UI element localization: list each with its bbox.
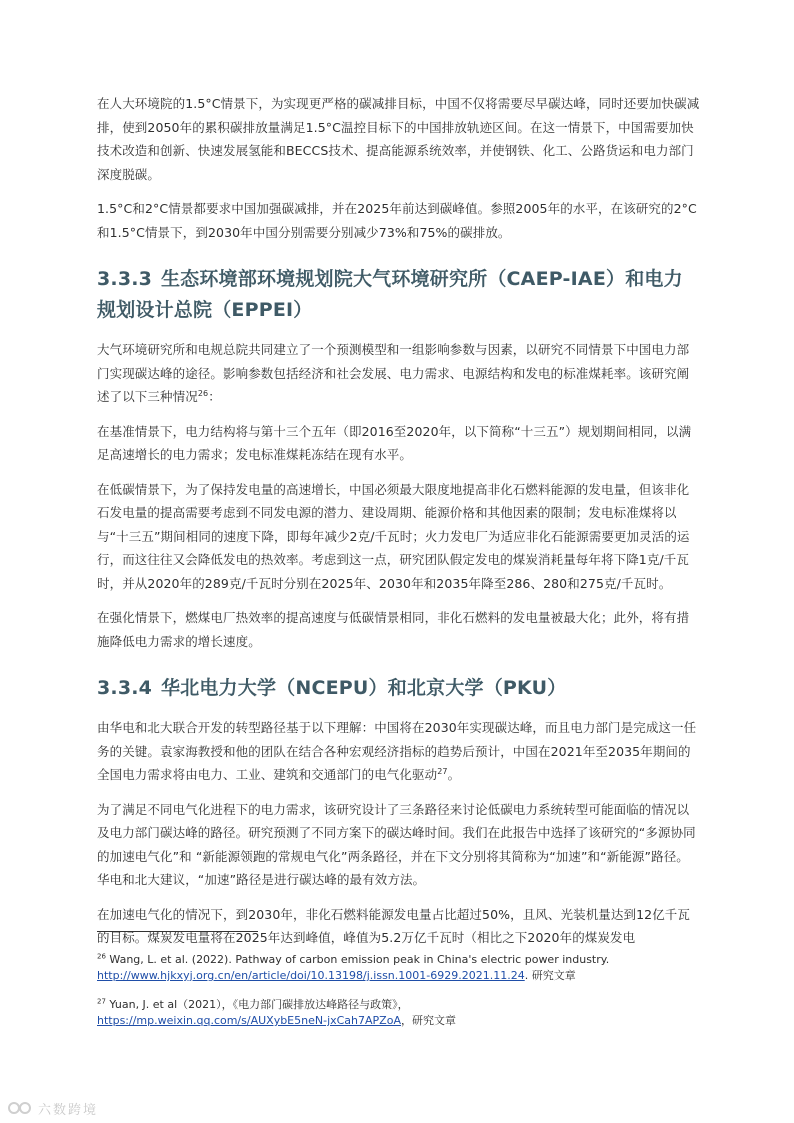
paragraph-7-text: 由华电和北大联合开发的转型路径基于以下理解：中国将在2030年实现碳达峰，而且电力部门是完成这一任务的关键。袁家海教授和他的团队在结合各种宏观经济指标的趋势后预计，中国在2021年至2035年期间的全国电力需求将由电力、工业、建筑和交通部门的电气化驱动 bbox=[97, 720, 697, 782]
paragraph-4: 在基准情景下，电力结构将与第十三个五年（即2016至2020年，以下简称“十三五”）规划期间相同，以满足高速增长的电力需求；发电标准煤耗冻结在现有水平。 bbox=[97, 423, 692, 462]
footnote-link[interactable]: https://mp.weixin.qq.com/s/AUXybE5neN-jxCah7APZoA bbox=[97, 1014, 401, 1027]
paragraph-7-end: 。 bbox=[447, 767, 461, 782]
section-heading-3-3-3 bbox=[97, 264, 701, 326]
footnote-26 bbox=[97, 952, 701, 984]
footnote-text: Yuan, J. et al（2021），《电力部门碳排放达峰路径与政策》， bbox=[109, 998, 409, 1011]
paragraph-1: 在人大环境院的1.5°C情景下，为实现更严格的碳减排目标，中国不仅将需要尽早碳达峰，同时还要加快碳减排，使到2050年的累积碳排放量满足1.5°C温控目标下的中国排放轨迹区间。在这一情景下，中国需要加快技术改造和创新、快速发展氢能和BECCS技术、提高能源系统效率，并使钢铁、化工、公路货运和电力部门深度脱碳。 bbox=[97, 96, 700, 182]
footnote-link[interactable]: http://www.hjkxyj.org.cn/en/article/doi/10.13198/j.issn.1001-6929.2021.11.24 bbox=[97, 969, 525, 982]
paragraph-8: 为了满足不同电气化进程下的电力需求，该研究设计了三条路径来讨论低碳电力系统转型可能面临的情况以及电力部门碳达峰的路径。研究预测了不同方案下的碳达峰时间。我们在此报告中选择了该研究的“多源协同的加速电气化”和 “新能源领跑的常规电气化”两条路径，并在下文分别将其简称为“加速”和“新能源”路径。华电和北大建议，“加速”路径是进行碳达峰的最有效方法。 bbox=[97, 801, 696, 887]
section-number: 3.3.3 bbox=[97, 268, 153, 290]
footnote-ref-26[interactable]: 26 bbox=[197, 388, 209, 398]
page-content bbox=[97, 92, 701, 961]
section-heading-3-3-4 bbox=[97, 673, 701, 704]
footnotes bbox=[97, 952, 701, 1042]
paragraph-7 bbox=[97, 716, 701, 787]
footnote-number: 27 bbox=[97, 997, 106, 1006]
footnote-suffix: ，研究文章 bbox=[400, 1014, 456, 1027]
paragraph-3-end: ： bbox=[208, 389, 221, 404]
watermark-text: 六数跨境 bbox=[38, 1102, 99, 1118]
paragraph-2: 1.5°C和2°C情景都要求中国加强碳减排，并在2025年前达到碳峰值。参照2005年的水平，在该研究的2°C和1.5°C情景下，到2030年中国分别需要分别减少73%和75%的碳排放。 bbox=[97, 201, 697, 240]
paragraph-5: 在低碳情景下，为了保持发电量的高速增长，中国必须最大限度地提高非化石燃料能源的发电量，但该非化石发电量的提高需要考虑到不同发电源的潜力、建设周期、能源价格和其他因素的限制；发电标准煤将以与“十三五”期间相同的速度下降，即每年减少2克/千瓦时；火力发电厂为适应非化石能源需要更加灵活的运行，而这往往又会降低发电的热效率。考虑到这一点，研究团队假定发电的煤炭消耗量每年将下降1克/千瓦时，并从2020年的289克/千瓦时分别在2025年、2030年和2035年降至286、280和275克/千瓦时。 bbox=[97, 481, 690, 591]
paragraph-9: 在加速电气化的情况下，到2030年，非化石燃料能源发电量占比超过50%，且风、光装机量达到12亿千瓦的目标。煤炭发电量将在2025年达到峰值，峰值为5.2万亿千瓦时（相比之下2020年的煤炭发电 bbox=[97, 906, 691, 945]
footnote-27 bbox=[97, 997, 701, 1029]
paragraph-3 bbox=[97, 338, 701, 409]
footnote-text: Wang, L. et al. (2022). Pathway of carbon emission peak in China's electric power industry. bbox=[109, 953, 610, 966]
paragraph-6: 在强化情景下，燃煤电厂热效率的提高速度与低碳情景相同，非化石燃料的发电量被最大化；此外，将有措施降低电力需求的增长速度。 bbox=[97, 610, 690, 649]
section-title: 华北电力大学（NCEPU）和北京大学（PKU） bbox=[160, 677, 567, 699]
footnote-suffix: . 研究文章 bbox=[524, 969, 576, 982]
watermark-logo-icon bbox=[8, 1100, 34, 1116]
section-number: 3.3.4 bbox=[97, 677, 153, 699]
footnote-ref-27[interactable]: 27 bbox=[437, 766, 448, 776]
footnote-number: 26 bbox=[97, 952, 106, 961]
paragraph-3-text: 大气环境研究所和电规总院共同建立了一个预测模型和一组影响参数与因素，以研究不同情景下中国电力部门实现碳达峰的途径。影响参数包括经济和社会发展、电力需求、电源结构和发电的标准煤耗率。该研究阐述了以下三种情况 bbox=[97, 342, 690, 404]
watermark bbox=[8, 1097, 98, 1119]
footnote-divider bbox=[97, 931, 258, 932]
section-title: 生态环境部环境规划院大气环境研究所（CAEP-IAE）和电力规划设计总院（EPPEI） bbox=[97, 268, 683, 321]
